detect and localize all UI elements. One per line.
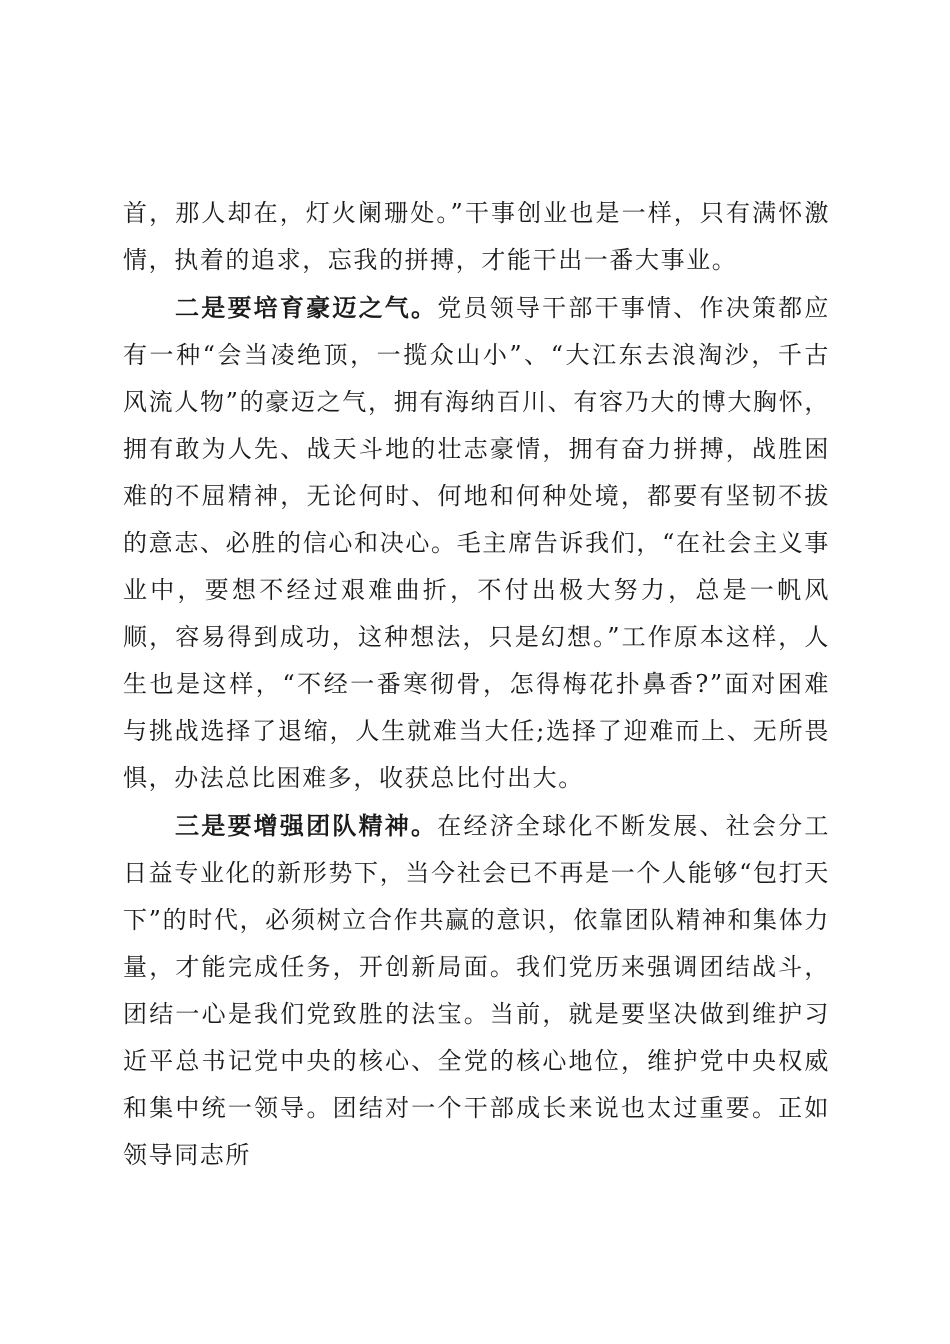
document-body	[123, 190, 830, 1179]
paragraph-lead-heading: 二是要培育豪迈之气。	[175, 293, 438, 322]
paragraph-lead-heading: 三是要增强团队精神。	[175, 811, 438, 840]
paragraph-second-point	[123, 284, 830, 802]
paragraph-third-point	[123, 802, 830, 1179]
paragraph-text: 在经济全球化不断发展、社会分工日益专业化的新形势下，当今社会已不再是一个人能够“包打天下”的时代，必须树立合作共赢的意识，依靠团队精神和集体力量，才能完成任务，开创新局面。我们党历来强调团结战斗，团结一心是我们党致胜的法宝。当前，就是要坚决做到维护习近平总书记党中央的核心、全党的核心地位，维护党中央权威和集中统一领导。团结对一个干部成长来说也太过重要。正如领导同志所	[123, 812, 830, 1169]
paragraph-continuation	[123, 190, 830, 284]
paragraph-text: 首，那人却在，灯火阑珊处。”干事创业也是一样，只有满怀激情，执着的追求，忘我的拼搏，才能干出一番大事业。	[123, 199, 830, 274]
paragraph-text: 党员领导干部干事情、作决策都应有一种“会当凌绝顶，一揽众山小”、“大江东去浪淘沙，千古风流人物”的豪迈之气，拥有海纳百川、有容乃大的博大胸怀，拥有敢为人先、战天斗地的壮志豪情，拥有奋力拼搏，战胜困难的不屈精神，无论何时、何地和何种处境，都要有坚韧不拔的意志、必胜的信心和决心。毛主席告诉我们，“在社会主义事业中，要想不经过艰难曲折，不付出极大努力，总是一帆风顺，容易得到成功，这种想法，只是幻想。”工作原本这样，人生也是这样，“不经一番寒彻骨，怎得梅花扑鼻香?”面对困难与挑战选择了退缩，人生就难当大任;选择了迎难而上、无所畏惧，办法总比困难多，收获总比付出大。	[123, 294, 830, 792]
